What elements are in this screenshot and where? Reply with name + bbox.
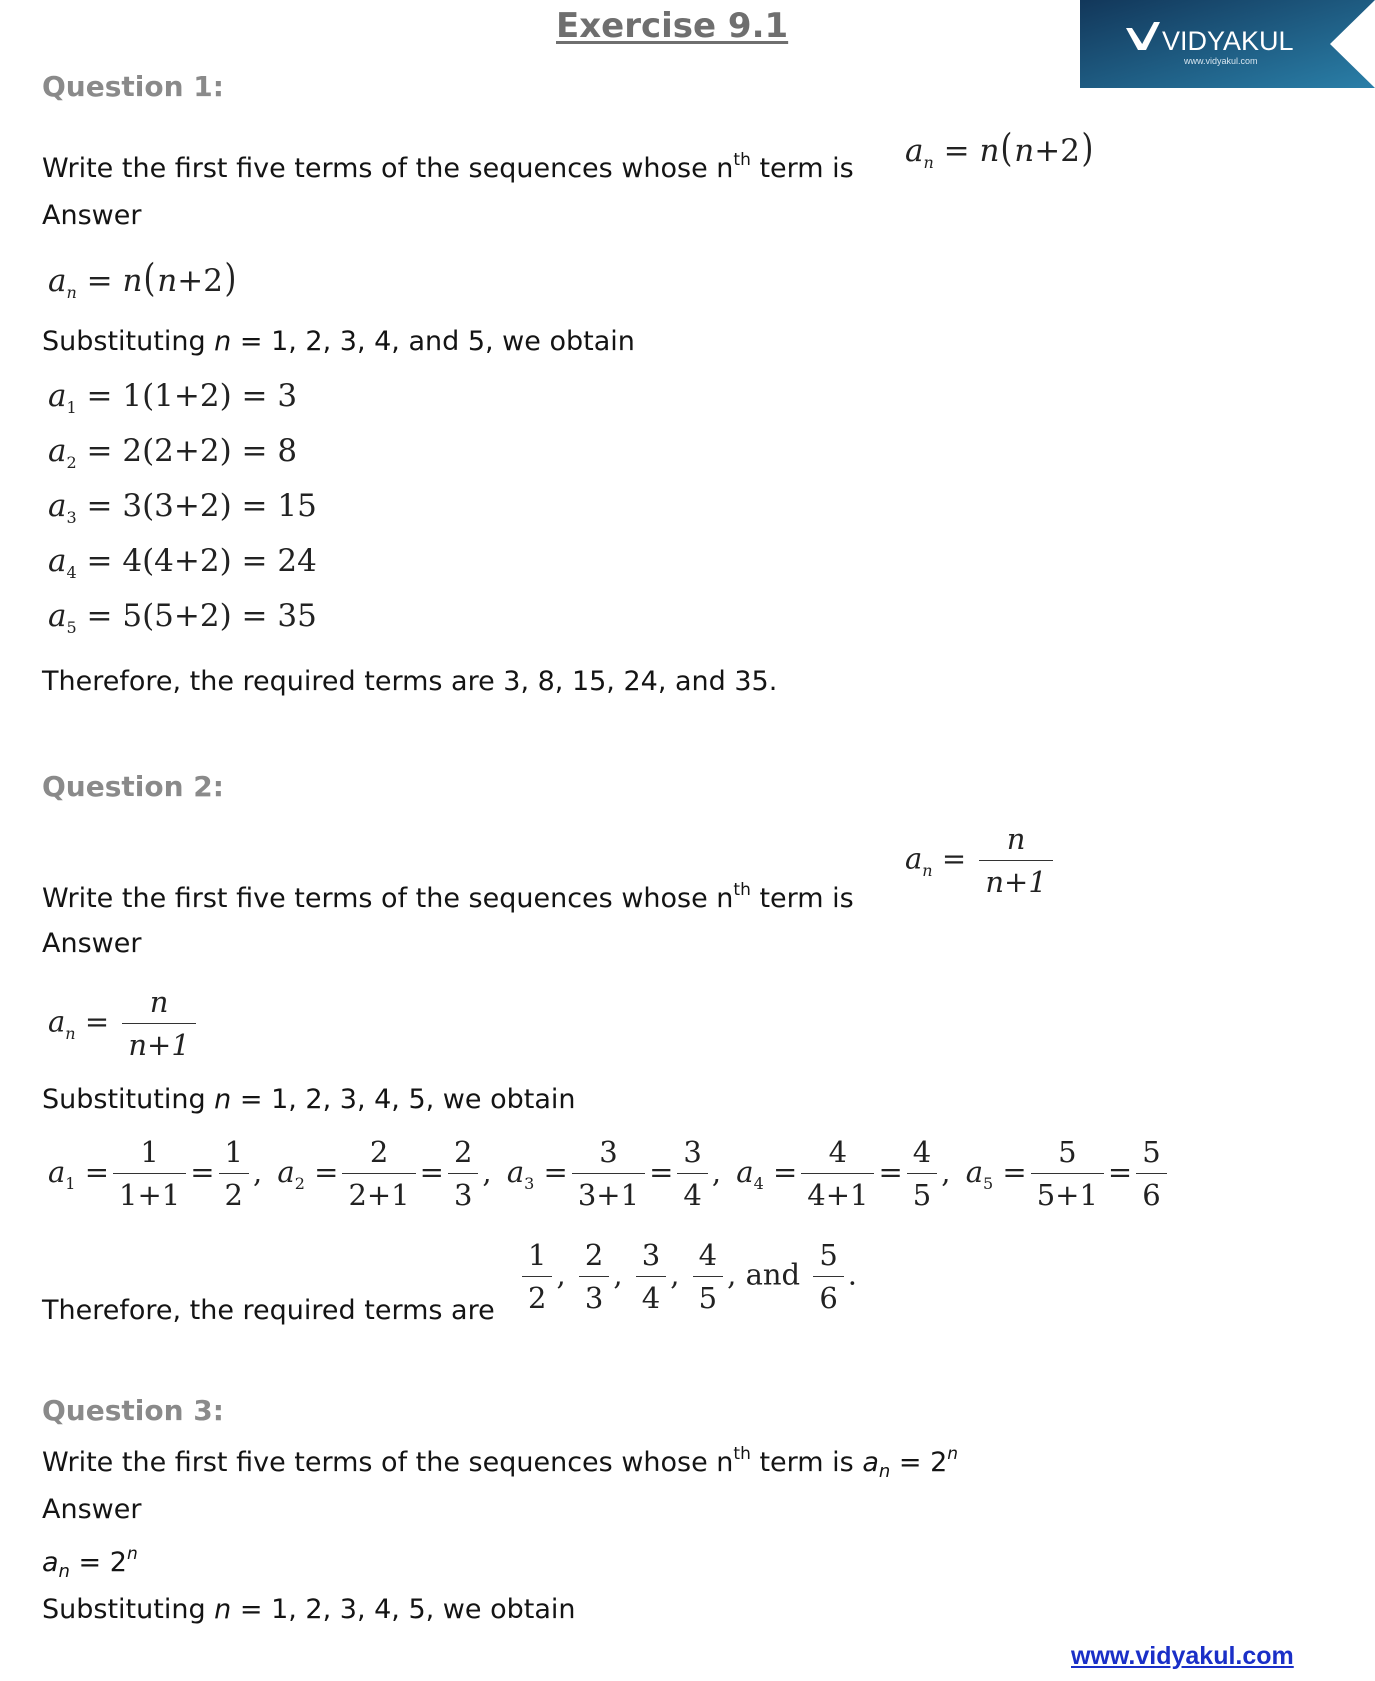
logo-text: VIDYAKUL (1162, 26, 1294, 56)
question-2-term-5: $a_5$ = $\frac{5}{5+1}$ = $\frac{5}{6}$ (966, 1155, 1171, 1189)
question-2-conclusion: Therefore, the required terms are (42, 1295, 495, 1326)
question-2-term-3: $a_3$ = $\frac{3}{3+1}$ = $\frac{3}{4}$ , (506, 1135, 722, 1212)
question-2-term-2: $a_2$ = $\frac{2}{2+1}$ = $\frac{2}{3}$ , (277, 1135, 492, 1212)
question-2-answer-formula: $a_n$ = $\frac{n}{n+1}$ (48, 985, 200, 1062)
question-2-term-1: $a_1$ = $\frac{1}{1+1}$ = $\frac{1}{2}$ , (48, 1135, 263, 1212)
question-1-step-4: $a_4 = 4(4+2) = 24$ (48, 543, 317, 582)
question-2-substitution: Substituting n = 1, 2, 3, 4, 5, we obtain (42, 1084, 576, 1115)
question-1-substitution: Substituting n = 1, 2, 3, 4, and 5, we obtain (42, 326, 635, 357)
question-1-step-2: $a_2 = 2(2+2) = 8$ (48, 433, 298, 472)
question-2-formula: $a_n$ = $\frac{n}{n+1}$ (905, 822, 1057, 899)
question-1-prompt: Write the first five terms of the sequences whose $n^{th}$ term is (42, 150, 854, 184)
exercise-title: Exercise 9.1 (556, 6, 789, 46)
question-1-conclusion: Therefore, the required terms are 3, 8, 15, 24, and 35. (42, 666, 778, 697)
question-1-formula: $a_n = n(n+2)$ (905, 126, 1094, 172)
question-1-step-3: $a_3 = 3(3+2) = 15$ (48, 488, 317, 527)
footer-website-link[interactable]: www.vidyakul.com (1071, 1642, 1294, 1670)
question-2-prompt: Write the first five terms of the sequences whose $n^{th}$ term is (42, 880, 854, 914)
question-2-answer-label: Answer (42, 928, 142, 959)
question-1-answer-formula: $a_n = n(n+2)$ (48, 256, 237, 302)
question-1-answer-label: Answer (42, 200, 142, 231)
vidyakul-logo-graphic (1080, 0, 1375, 88)
question-3-heading: Question 3: (42, 1394, 224, 1427)
vidyakul-logo[interactable] (1080, 0, 1375, 88)
logo-url: www.vidyakul.com (1184, 56, 1258, 66)
question-1-heading: Question 1: (42, 70, 224, 103)
question-3-answer-formula: $a_n = 2^n$ (42, 1544, 138, 1582)
question-3-answer-label: Answer (42, 1494, 142, 1525)
question-2-heading: Question 2: (42, 770, 224, 803)
question-1-step-5: $a_5 = 5(5+2) = 35$ (48, 598, 317, 637)
question-2-term-4: $a_4$ = $\frac{4}{4+1}$ = $\frac{4}{5}$ , (736, 1135, 951, 1212)
question-3-prompt: Write the first five terms of the sequences whose $n^{th}$ term is $a_n = 2^n$ (42, 1444, 959, 1482)
question-3-substitution: Substituting n = 1, 2, 3, 4, 5, we obtain (42, 1594, 576, 1625)
question-1-step-1: $a_1 = 1(1+2) = 3$ (48, 378, 298, 417)
question-2-terms-line (48, 1135, 1177, 1212)
question-2-conclusion-terms: $\frac{1}{2}$ , $\frac{2}{3}$ , $\frac{3}{4}$ , $\frac{4}{5}$ , and $\frac{5}{6}$ . (518, 1238, 857, 1315)
